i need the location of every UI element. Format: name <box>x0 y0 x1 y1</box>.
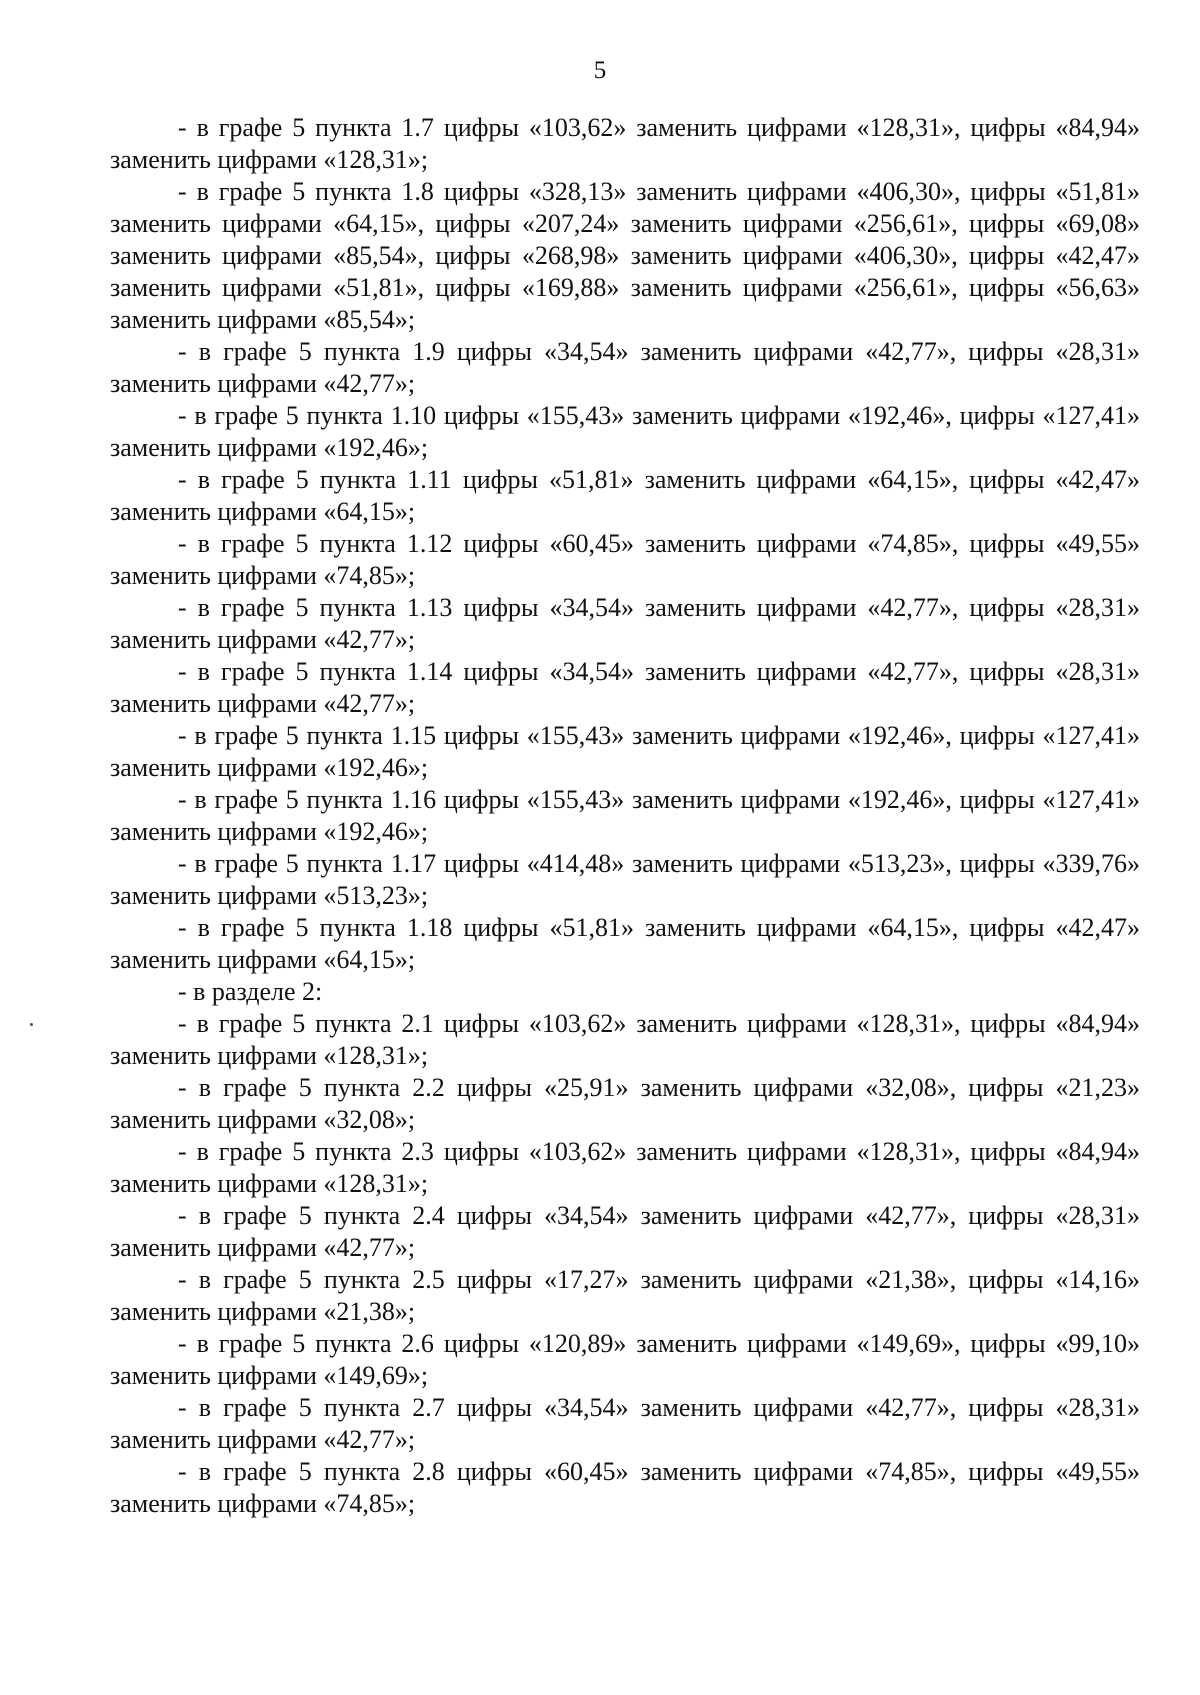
amendment-item-2-6: - в графе 5 пункта 2.6 цифры «120,89» заменить цифрами «149,69», цифры «99,10» заменить цифрами «149,69»; <box>110 1329 1140 1390</box>
amendment-item-1-11: - в графе 5 пункта 1.11 цифры «51,81» заменить цифрами «64,15», цифры «42,47» заменить цифрами «64,15»; <box>110 465 1140 526</box>
amendment-item-2-8: - в графе 5 пункта 2.8 цифры «60,45» заменить цифрами «74,85», цифры «49,55» заменить цифрами «74,85»; <box>110 1457 1140 1518</box>
page-number: 5 <box>593 57 607 84</box>
document-body <box>110 112 1140 1520</box>
amendment-item-1-18: - в графе 5 пункта 1.18 цифры «51,81» заменить цифрами «64,15», цифры «42,47» заменить цифрами «64,15»; <box>110 913 1140 974</box>
amendment-item-2-5: - в графе 5 пункта 2.5 цифры «17,27» заменить цифрами «21,38», цифры «14,16» заменить цифрами «21,38»; <box>110 1265 1140 1326</box>
amendment-item-1-16: - в графе 5 пункта 1.16 цифры «155,43» заменить цифрами «192,46», цифры «127,41» заменить цифрами «192,46»; <box>110 785 1140 846</box>
amendment-item-1-7: - в графе 5 пункта 1.7 цифры «103,62» заменить цифрами «128,31», цифры «84,94» заменить цифрами «128,31»; <box>110 113 1140 174</box>
amendment-item-2-3: - в графе 5 пункта 2.3 цифры «103,62» заменить цифрами «128,31», цифры «84,94» заменить цифрами «128,31»; <box>110 1137 1140 1198</box>
amendment-item-1-10: - в графе 5 пункта 1.10 цифры «155,43» заменить цифрами «192,46», цифры «127,41» заменить цифрами «192,46»; <box>110 401 1140 462</box>
amendment-item-2-2: - в графе 5 пункта 2.2 цифры «25,91» заменить цифрами «32,08», цифры «21,23» заменить цифрами «32,08»; <box>110 1073 1140 1134</box>
amendment-item-2-7: - в графе 5 пункта 2.7 цифры «34,54» заменить цифрами «42,77», цифры «28,31» заменить цифрами «42,77»; <box>110 1393 1140 1454</box>
amendment-item-1-12: - в графе 5 пункта 1.12 цифры «60,45» заменить цифрами «74,85», цифры «49,55» заменить цифрами «74,85»; <box>110 529 1140 590</box>
scan-speck <box>30 1023 33 1026</box>
amendment-item-1-17: - в графе 5 пункта 1.17 цифры «414,48» заменить цифрами «513,23», цифры «339,76» заменить цифрами «513,23»; <box>110 849 1140 910</box>
amendment-item-1-13: - в графе 5 пункта 1.13 цифры «34,54» заменить цифрами «42,77», цифры «28,31» заменить цифрами «42,77»; <box>110 593 1140 654</box>
section-two-heading: - в разделе 2: <box>178 977 323 1006</box>
amendment-item-2-1: - в графе 5 пункта 2.1 цифры «103,62» заменить цифрами «128,31», цифры «84,94» заменить цифрами «128,31»; <box>110 1009 1140 1070</box>
amendment-item-1-14: - в графе 5 пункта 1.14 цифры «34,54» заменить цифрами «42,77», цифры «28,31» заменить цифрами «42,77»; <box>110 657 1140 718</box>
amendment-item-1-9: - в графе 5 пункта 1.9 цифры «34,54» заменить цифрами «42,77», цифры «28,31» заменить цифрами «42,77»; <box>110 337 1140 398</box>
amendment-item-2-4: - в графе 5 пункта 2.4 цифры «34,54» заменить цифрами «42,77», цифры «28,31» заменить цифрами «42,77»; <box>110 1201 1140 1262</box>
amendment-item-1-15: - в графе 5 пункта 1.15 цифры «155,43» заменить цифрами «192,46», цифры «127,41» заменить цифрами «192,46»; <box>110 721 1140 782</box>
amendment-item-1-8: - в графе 5 пункта 1.8 цифры «328,13» заменить цифрами «406,30», цифры «51,81» заменить цифрами «64,15», цифры «207,24» заменить цифрами «256,61», цифры «69,08» заменить цифрами «85,54», цифры «268,98» заменить цифрами «406,30», цифры «42,47» заменить цифрами «51,81», цифры «169,88» заменить цифрами «256,61», цифры «56,63» заменить цифрами «85,54»; <box>110 177 1140 334</box>
